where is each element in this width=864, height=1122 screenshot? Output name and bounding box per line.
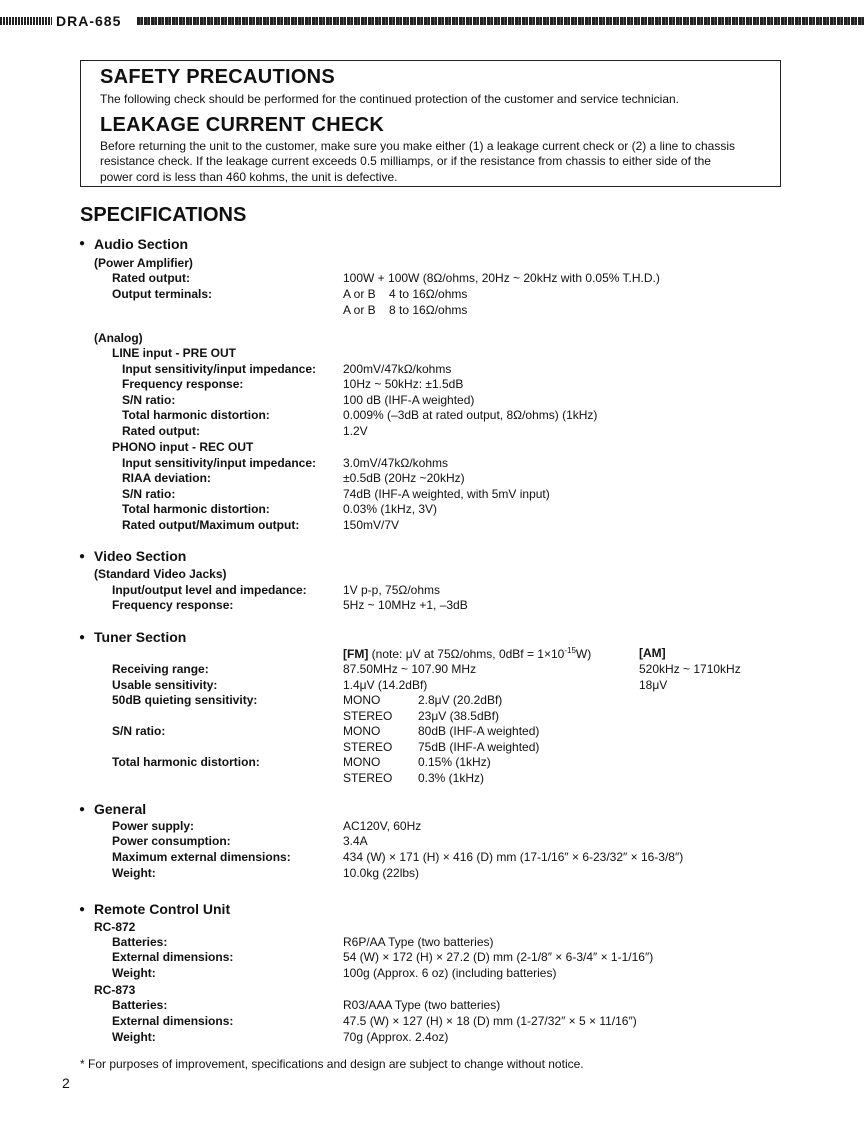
- fm-note-exponent: -15: [564, 646, 576, 655]
- spec-value: R03/AAA Type (two batteries): [343, 998, 501, 1012]
- mode-label: STEREO: [343, 709, 393, 723]
- spec-label: External dimensions:: [112, 950, 234, 964]
- fm-note-end: W): [575, 647, 592, 661]
- spec-value: 150mV/7V: [343, 518, 400, 532]
- output-terminals-label: Output terminals:: [112, 287, 213, 301]
- video-section-title: Video Section: [94, 548, 187, 564]
- video-sub-label: (Standard Video Jacks): [94, 567, 227, 581]
- specifications-title: SPECIFICATIONS: [80, 204, 247, 226]
- spec-value: 100 dB (IHF-A weighted): [343, 393, 475, 407]
- quieting-label: 50dB quieting sensitivity:: [112, 693, 258, 707]
- spec-label: RIAA deviation:: [122, 471, 211, 485]
- spec-value: 5Hz ~ 10MHz +1, –3dB: [343, 598, 468, 612]
- spec-value: 3.4A: [343, 834, 368, 848]
- phono-input-label: PHONO input - REC OUT: [112, 440, 254, 454]
- mode-value: 23μV (38.5dBf): [418, 709, 499, 723]
- spec-label: S/N ratio:: [122, 393, 176, 407]
- mode-value: 0.3% (1kHz): [418, 771, 485, 785]
- spec-value: 10.0kg (22lbs): [343, 866, 420, 880]
- tuner-section-title: Tuner Section: [94, 629, 187, 645]
- model-title: DRA-685: [56, 13, 122, 29]
- fm-header: [343, 646, 591, 661]
- spec-label: Frequency response:: [122, 377, 244, 391]
- bullet-icon: ●: [79, 804, 86, 815]
- mode-label: MONO: [343, 755, 381, 769]
- spec-label: Maximum external dimensions:: [112, 850, 291, 864]
- spec-label: Rated output/Maximum output:: [122, 518, 300, 532]
- mode-label: MONO: [343, 724, 381, 738]
- safety-title: SAFETY PRECAUTIONS: [100, 66, 336, 88]
- remote-section-title: Remote Control Unit: [94, 901, 231, 917]
- mode-value: 2.8μV (20.2dBf): [418, 693, 503, 707]
- spec-label: External dimensions:: [112, 1014, 234, 1028]
- usable-sensitivity-am: 18μV: [639, 678, 668, 692]
- thd-label: Total harmonic distortion:: [112, 755, 260, 769]
- mode-label: MONO: [343, 693, 381, 707]
- mode-value: 0.15% (1kHz): [418, 755, 491, 769]
- spec-value: 1V p-p, 75Ω/ohms: [343, 583, 441, 597]
- output-terminals-value: A or B 8 to 16Ω/ohms: [343, 303, 468, 317]
- output-terminals-value: A or B 4 to 16Ω/ohms: [343, 287, 468, 301]
- spec-value: 54 (W) × 172 (H) × 27.2 (D) mm (2-1/8″ × 6-3/4″ × 1-1/16″): [343, 950, 654, 964]
- bullet-icon: ●: [79, 632, 86, 643]
- spec-label: Input sensitivity/input impedance:: [122, 362, 317, 376]
- spec-label: Batteries:: [112, 998, 168, 1012]
- spec-label: Input sensitivity/input impedance:: [122, 456, 317, 470]
- spec-label: Weight:: [112, 866, 156, 880]
- footnote: * For purposes of improvement, specifications and design are subject to change without notice.: [80, 1057, 584, 1071]
- mode-value: 80dB (IHF-A weighted): [418, 724, 540, 738]
- bullet-icon: ●: [79, 904, 86, 915]
- spec-value: R6P/AA Type (two batteries): [343, 935, 494, 949]
- mode-label: STEREO: [343, 740, 393, 754]
- spec-value: AC120V, 60Hz: [343, 819, 422, 833]
- header-bar-right: [137, 17, 864, 25]
- spec-label: Total harmonic distortion:: [122, 408, 270, 422]
- spec-value: 3.0mV/47kΩ/kohms: [343, 456, 449, 470]
- sn-ratio-label: S/N ratio:: [112, 724, 166, 738]
- spec-value: 1.2V: [343, 424, 368, 438]
- spec-value: ±0.5dB (20Hz ~20kHz): [343, 471, 465, 485]
- power-amp-label: (Power Amplifier): [94, 256, 193, 270]
- rated-output-value: 100W + 100W (8Ω/ohms, 20Hz ~ 20kHz with 0.05% T.H.D.): [343, 271, 660, 285]
- spec-value: 74dB (IHF-A weighted, with 5mV input): [343, 487, 550, 501]
- spec-label: Power supply:: [112, 819, 195, 833]
- analog-label: (Analog): [94, 331, 143, 345]
- bullet-icon: ●: [79, 551, 86, 562]
- spec-label: Power consumption:: [112, 834, 231, 848]
- spec-label: Weight:: [112, 1030, 156, 1044]
- audio-section-title: Audio Section: [94, 236, 189, 252]
- spec-value: 70g (Approx. 2.4oz): [343, 1030, 449, 1044]
- receiving-range-label: Receiving range:: [112, 662, 209, 676]
- fm-note: (note: μV at 75Ω/ohms, 0dBf = 1×10: [371, 647, 565, 661]
- spec-label: Weight:: [112, 966, 156, 980]
- rated-output-label: Rated output:: [112, 271, 190, 285]
- leakage-line: resistance check. If the leakage current exceeds 0.5 milliamps, or if the resistance from chassis to either side of the: [100, 154, 711, 168]
- usable-sensitivity-fm: 1.4μV (14.2dBf): [343, 678, 428, 692]
- rc872-label: RC-872: [94, 920, 136, 934]
- spec-value: 10Hz ~ 50kHz: ±1.5dB: [343, 377, 464, 391]
- mode-label: STEREO: [343, 771, 393, 785]
- line-input-label: LINE input - PRE OUT: [112, 346, 236, 360]
- spec-value: 100g (Approx. 6 oz) (including batteries): [343, 966, 557, 980]
- spec-value: 47.5 (W) × 127 (H) × 18 (D) mm (1-27/32″ × 5 × 11/16″): [343, 1014, 637, 1028]
- header-bar-left: [0, 17, 52, 25]
- bullet-icon: ●: [79, 238, 86, 249]
- spec-value: 0.03% (1kHz, 3V): [343, 502, 438, 516]
- page-number: 2: [62, 1075, 70, 1091]
- usable-sensitivity-label: Usable sensitivity:: [112, 678, 218, 692]
- leakage-title: LEAKAGE CURRENT CHECK: [100, 114, 385, 136]
- receiving-range-am: 520kHz ~ 1710kHz: [639, 662, 741, 676]
- rc873-label: RC-873: [94, 983, 136, 997]
- leakage-line: Before returning the unit to the customer, make sure you make either (1) a leakage current check or (2) a line to chassis: [100, 139, 735, 153]
- spec-label: Input/output level and impedance:: [112, 583, 307, 597]
- spec-label: S/N ratio:: [122, 487, 176, 501]
- spec-label: Rated output:: [122, 424, 200, 438]
- am-header: [AM]: [639, 646, 666, 660]
- spec-value: 200mV/47kΩ/kohms: [343, 362, 452, 376]
- spec-label: Batteries:: [112, 935, 168, 949]
- safety-intro: The following check should be performed for the continued protection of the customer and service technician.: [100, 92, 679, 106]
- spec-label: Frequency response:: [112, 598, 234, 612]
- fm-head: [FM]: [343, 647, 369, 661]
- receiving-range-fm: 87.50MHz ~ 107.90 MHz: [343, 662, 477, 676]
- mode-value: 75dB (IHF-A weighted): [418, 740, 540, 754]
- spec-value: 0.009% (–3dB at rated output, 8Ω/ohms) (1kHz): [343, 408, 598, 422]
- general-section-title: General: [94, 801, 147, 817]
- leakage-line: power cord is less than 460 kohms, the unit is defective.: [100, 170, 398, 184]
- spec-label: Total harmonic distortion:: [122, 502, 270, 516]
- spec-value: 434 (W) × 171 (H) × 416 (D) mm (17-1/16″ × 6-23/32″ × 16-3/8″): [343, 850, 684, 864]
